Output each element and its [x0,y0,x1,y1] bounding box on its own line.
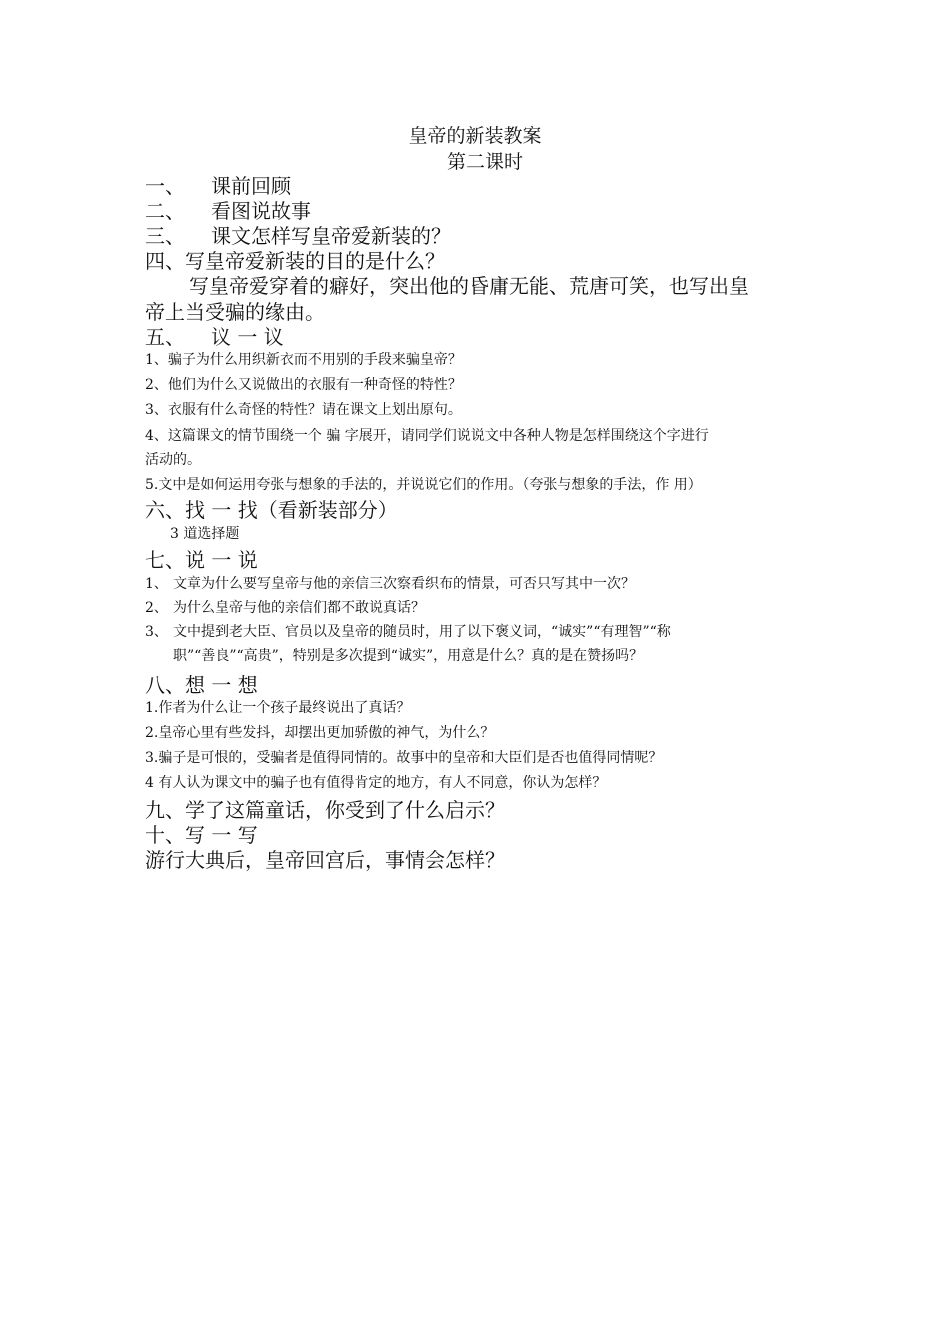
section-2-heading [145,199,311,223]
section-3-text: 课文怎样写皇帝爱新装的？ [211,224,451,248]
item-number: 2、 [145,600,168,616]
item-text: 文中提到老大臣、官员以及皇帝的随员时，用了以下褒义词，“诚实”“有理智”“称 [173,624,671,640]
section-5-item: 3、衣服有什么奇怪的特性？请在课文上划出原句。 [145,402,462,418]
section-8-heading: 八、想 一 想 [145,673,258,697]
section-5-item: 4、这篇课文的情节围绕一个 骗 字展开，请同学们说说文中各种人物是怎样围绕这个字进行 [145,428,709,444]
section-10-text: 游行大典后，皇帝回宫后，事情会怎样？ [145,848,505,872]
item-number: 1、 [145,576,168,592]
section-2-text: 看图说故事 [211,199,311,223]
document-subtitle: 第二课时 [446,151,523,173]
section-4-answer-line-1: 写皇帝爱穿着的癖好，突出他的昏庸无能、荒唐可笑，也写出皇 [189,274,749,298]
section-8-item: 1.作者为什么让一个孩子最终说出了真话？ [145,700,411,716]
item-text: 为什么皇帝与他的亲信们都不敢说真话？ [173,600,425,616]
section-1-text: 课前回顾 [211,174,291,198]
item-text: 文章为什么要写皇帝与他的亲信三次察看织布的情景，可否只写其中一次？ [173,576,635,592]
document-title: 皇帝的新装教案 [408,125,542,147]
section-10-heading: 十、写 一 写 [145,823,258,847]
section-2-number: 二、 [145,199,185,223]
section-7-item [145,572,810,596]
section-8-item: 2.皇帝心里有些发抖，却摆出更加骄傲的神气，为什么？ [145,725,495,741]
section-1-number: 一、 [145,174,185,198]
section-7-heading: 七、说 一 说 [145,548,258,572]
section-5-item: 5.文中是如何运用夸张与想象的手法的，并说说它们的作用。（夸张与想象的手法，作 用） [145,477,702,493]
section-5-item: 1、骗子为什么用织新衣而不用别的手段来骗皇帝？ [145,352,462,368]
section-4-answer-line-2: 帝上当受骗的缘由。 [145,300,325,324]
section-4-answer [145,273,810,325]
section-5-item: 2、他们为什么又说做出的衣服有一种奇怪的特性？ [145,377,462,393]
section-8-item: 4 有人认为课文中的骗子也有值得肯定的地方，有人不同意，你认为怎样？ [145,775,607,791]
section-5-text: 议 一 议 [211,325,284,349]
section-7-item-continuation: 职”“善良”“高贵”，特别是多次提到“诚实”，用意是什么？真的是在赞扬吗？ [173,648,644,664]
section-6-note: 3 道选择题 [170,526,240,542]
section-5-number: 五、 [145,325,185,349]
section-6-heading: 六、找 一 找（看新装部分） [145,498,398,522]
section-5-heading [145,325,284,349]
item-number: 3、 [145,624,168,640]
section-3-number: 三、 [145,224,185,248]
section-1-heading [145,174,291,198]
section-7-item [145,620,810,644]
section-4-heading: 四、写皇帝爱新装的目的是什么？ [145,249,445,273]
section-9-heading: 九、学了这篇童话，你受到了什么启示？ [145,798,505,822]
section-3-heading [145,224,451,248]
section-5-item-continuation: 活动的。 [145,452,201,468]
section-8-item: 3.骗子是可恨的，受骗者是值得同情的。故事中的皇帝和大臣们是否也值得同情呢？ [145,750,663,766]
section-7-list [145,572,810,668]
section-7-item [145,596,810,620]
